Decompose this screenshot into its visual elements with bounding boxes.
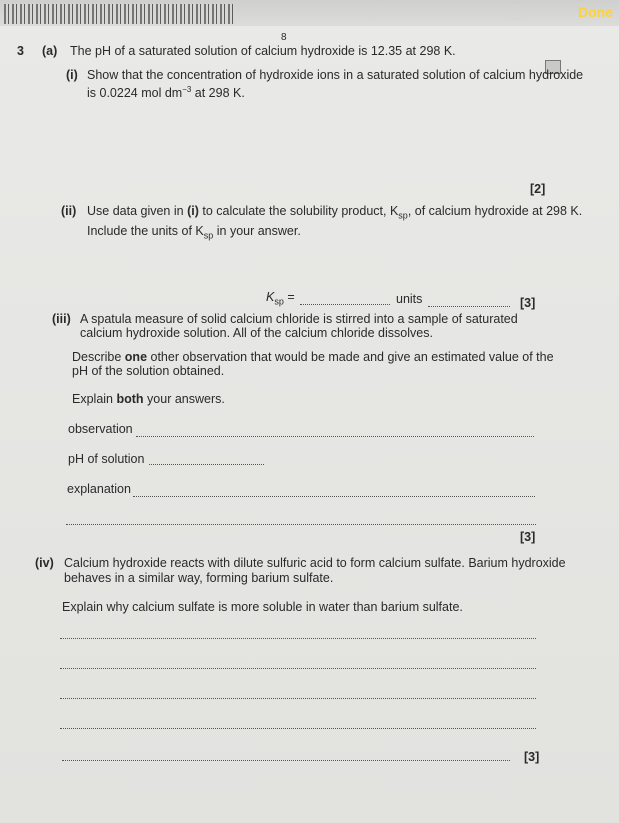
part-iv-marks: [3]: [524, 750, 540, 764]
explanation-answer-line-1[interactable]: [133, 496, 535, 497]
part-iv-answer-line-4[interactable]: [60, 728, 536, 729]
part-iv-answer-line-3[interactable]: [60, 698, 536, 699]
part-iv-label: (iv): [35, 556, 54, 570]
ksp-label: $K_{sp}$ =: [266, 290, 295, 307]
part-iii-line3: Describe one other observation that would be made and give an estimated value of the: [72, 350, 554, 364]
part-i-label: (i): [66, 68, 78, 82]
toolbar: [0, 0, 619, 26]
part-iii-line5: Explain both your answers.: [72, 392, 225, 406]
part-iii-label: (iii): [52, 312, 71, 326]
part-ii-line1: Use data given in (i) to calculate the solubility product, $K_{sp}$, of calcium hydroxide at 298 K.: [87, 204, 583, 221]
part-iv-answer-line-2[interactable]: [60, 668, 536, 669]
part-iv-answer-line-5[interactable]: [62, 760, 510, 761]
ph-answer-line[interactable]: [149, 464, 264, 465]
part-iii-line2: calcium hydroxide solution. All of the calcium chloride dissolves.: [80, 326, 433, 340]
units-answer-line[interactable]: [428, 306, 510, 307]
markup-icon[interactable]: ▭: [470, 3, 485, 20]
exam-page: [0, 26, 619, 823]
part-ii-marks: [3]: [520, 296, 536, 310]
observation-answer-line[interactable]: [136, 436, 534, 437]
part-iii-line4: pH of the solution obtained.: [72, 364, 225, 378]
part-a-label: (a): [42, 44, 58, 58]
explanation-answer-line-2[interactable]: [66, 524, 536, 525]
part-ii-label: (ii): [61, 204, 77, 218]
ksp-answer-line[interactable]: [300, 304, 390, 305]
part-iii-line1: A spatula measure of solid calcium chloride is stirred into a sample of saturated: [80, 312, 518, 326]
crop-icon[interactable]: ⌞⌝: [366, 3, 381, 20]
part-iii-marks: [3]: [520, 530, 536, 544]
explanation-label: explanation: [67, 482, 131, 496]
units-label: units: [396, 292, 423, 306]
part-ii-line2: Include the units of $K_{sp}$ in your answer.: [87, 224, 301, 241]
page-marker: 8: [281, 32, 287, 43]
ph-label: pH of solution: [68, 452, 145, 466]
part-iv-line3: Explain why calcium sulfate is more soluble in water than barium sulfate.: [62, 600, 463, 614]
question-number: 3: [17, 44, 24, 58]
barcode-strip: [4, 4, 234, 24]
search-icon[interactable]: ⌕: [424, 2, 433, 19]
part-iv-answer-line-1[interactable]: [60, 638, 536, 639]
part-i-marks: [2]: [530, 182, 546, 196]
part-iv-line2: behaves in a similar way, forming barium sulfate.: [64, 571, 334, 585]
observation-label: observation: [68, 422, 133, 436]
part-i-line1: Show that the concentration of hydroxide ions in a saturated solution of calcium hydroxide: [87, 68, 584, 82]
upload-icon[interactable]: ◯: [508, 3, 525, 20]
part-i-line2: is 0.0224 mol $dm^{-3}$ at 298 K.: [87, 85, 245, 101]
part-a-text: The pH of a saturated solution of calcium hydroxide is 12.35 at 298 K.: [70, 44, 456, 58]
done-button[interactable]: Done: [578, 4, 613, 20]
part-iv-line1: Calcium hydroxide reacts with dilute sulfuric acid to form calcium sulfate. Barium hydroxide: [64, 556, 566, 570]
